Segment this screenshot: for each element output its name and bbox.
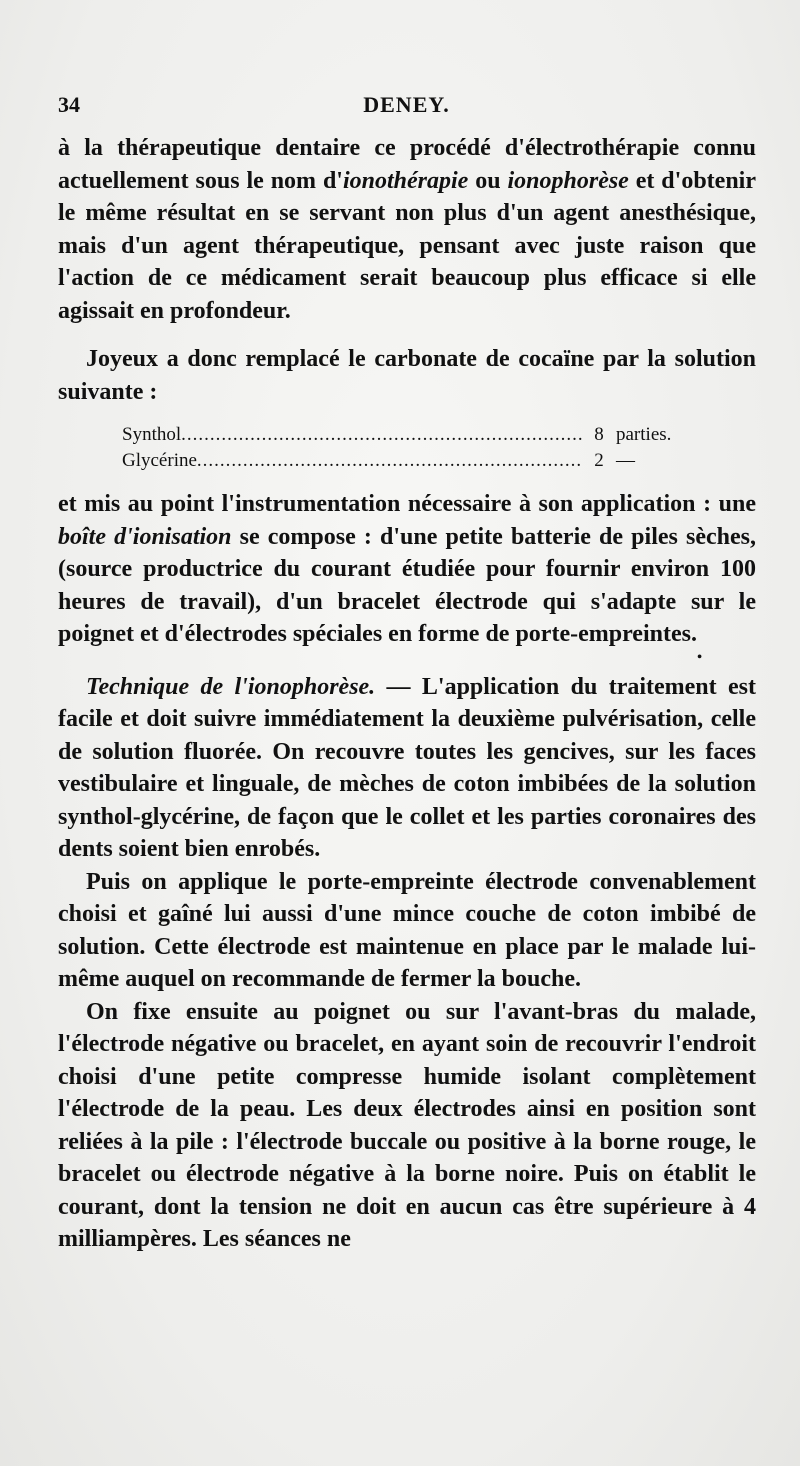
paragraph-bracelet: On fixe ensuite au poignet ou sur l'avant-bras du malade, l'électrode négative ou bracelet, en ayant soin de recouvrir l'endroit choisi d'une petite compresse humide isolant complètement l'électrode de la peau. Les deux électrodes ainsi en position sont reliées à la pile : l'électrode buccale ou positive à la borne rouge, le bracelet ou électrode négative à la borne noire. Puis on établit le courant, dont la tension ne doit en aucun cas être supérieure à 4 milliampères. Les séances ne <box>58 998 756 1252</box>
ingredient-name: Synthol <box>122 424 182 445</box>
paragraph-solution: Joyeux a donc remplacé le carbonate de cocaïne par la solution suivante : <box>58 346 756 405</box>
section-heading: Technique de l'ionophorèse. <box>86 673 376 700</box>
page-number: 34 <box>58 92 80 117</box>
ingredient-unit: parties. <box>616 424 672 445</box>
leader-dots <box>197 448 582 474</box>
paragraph-instrumentation: et mis au point l'instrumentation nécessaire à son application : une boîte d'ionisation se compose : d'une petite batterie de piles sèches, (source productrice du courant étudiée pour fournir environ 100 heures de travail), d'un bracelet électrode qui s'adapte sur le poignet et d'électrodes spéciales en forme de porte-empreintes. <box>58 491 756 647</box>
paragraph-technique: Technique de l'ionophorèse. — L'application du traitement est facile et doit suivre immédiatement la deuxième pulvérisation, celle de solution fluorée. On recouvre toutes les gencives, sur les faces vestibulaire et linguale, de mèches de coton imbibées de la solution synthol-glycérine, de façon que le collet et les parties coronaires des dents soient bien enrobés. <box>58 673 756 862</box>
paragraph-electrode: Puis on applique le porte-empreinte électrode convenablement choisi et gaîné lui aussi d'une mince couche de coton imbibé de solution. Cette électrode est maintenue en place par le malade lui-même auquel on recommande de fermer la bouche. <box>58 868 756 992</box>
term-ionotherapie: ionothérapie <box>342 167 469 194</box>
ingredient-unit: — <box>616 450 635 471</box>
term-boite-ionisation: boîte d'ionisation <box>58 523 232 550</box>
page-body <box>58 132 756 1256</box>
paragraph-intro: à la thérapeutique dentaire ce procédé d'électrothérapie connu actuellement sous le nom d'ionothérapie ou ionophorèse et d'obtenir le même résultat en se servant non plus d'un agent anesthésique, mais d'un agent thérapeutique, pensant avec juste raison que l'action de ce médicament serait beaucoup plus efficace si elle agissait en profondeur. <box>58 135 756 324</box>
running-head: DENEY. <box>363 92 450 117</box>
recipe-list <box>122 422 682 474</box>
ingredient-name: Glycérine <box>122 450 197 471</box>
ingredient-quantity: 2 <box>594 450 604 471</box>
recipe-item <box>122 448 682 474</box>
ornament-mark: • <box>697 649 702 665</box>
ingredient-quantity: 8 <box>594 424 604 445</box>
page-header <box>58 92 755 122</box>
leader-dots <box>181 422 582 448</box>
term-ionophorese: ionophorèse <box>507 167 629 194</box>
recipe-item <box>122 422 682 448</box>
